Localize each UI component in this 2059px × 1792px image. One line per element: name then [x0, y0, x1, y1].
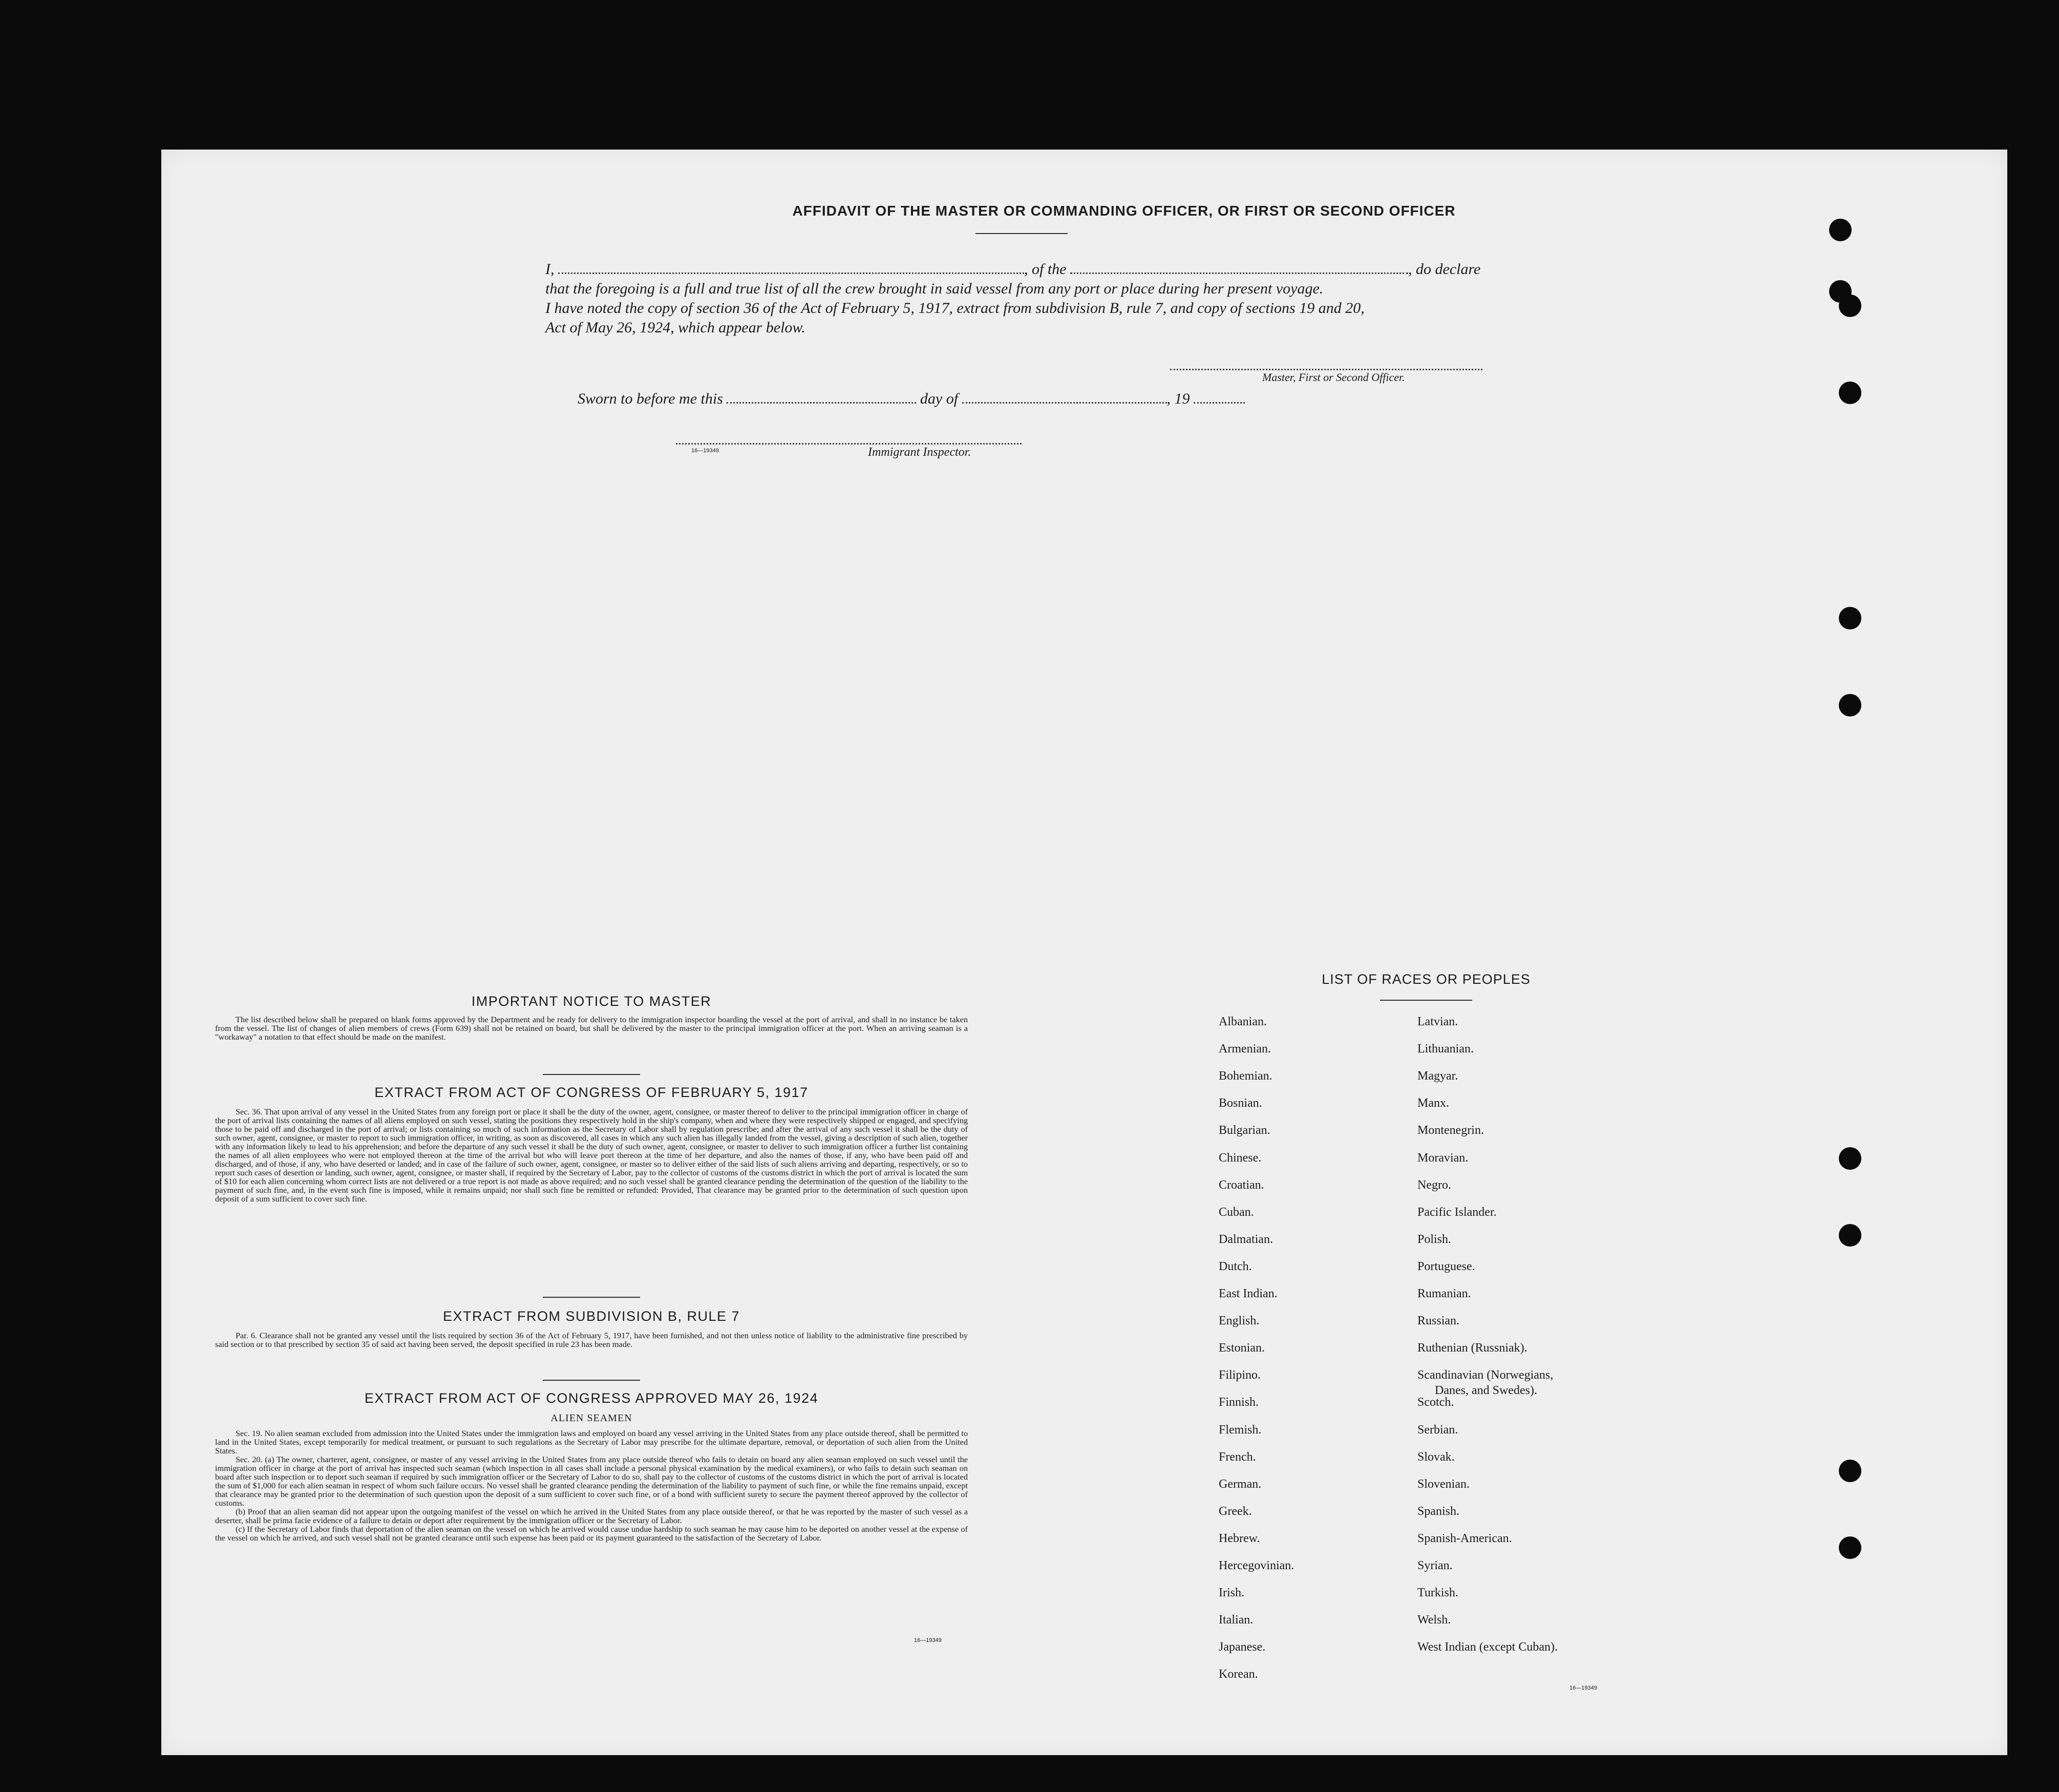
section-divider: [543, 1074, 640, 1075]
affidavit-line-2: that the foregoing is a full and true list of all the crew brought in said vessel from any port or place during her present voyage.: [545, 280, 1324, 297]
inspector-label: Immigrant Inspector.: [868, 446, 971, 459]
alien-seamen-subtitle: ALIEN SEAMEN: [550, 1412, 632, 1424]
race-item: French.: [1219, 1450, 1256, 1464]
race-item: Chinese.: [1219, 1151, 1262, 1165]
binder-hole: [1829, 219, 1852, 241]
race-item: Danes, and Swedes).: [1435, 1384, 1537, 1398]
race-item: Spanish.: [1417, 1504, 1460, 1518]
race-item: English.: [1219, 1314, 1260, 1328]
race-item: Bohemian.: [1219, 1069, 1272, 1083]
race-item: Russian.: [1417, 1314, 1460, 1328]
race-item: Japanese.: [1219, 1640, 1266, 1654]
binder-hole: [1839, 607, 1861, 629]
sworn-year-blank[interactable]: [1194, 402, 1245, 404]
race-item: Serbian.: [1417, 1423, 1458, 1437]
rule7-title: EXTRACT FROM SUBDIVISION B, RULE 7: [442, 1309, 740, 1324]
race-item: Magyar.: [1417, 1069, 1458, 1083]
affidavit-line-1: I, , of the , do declare: [545, 261, 1481, 278]
sworn-day-blank[interactable]: [727, 402, 916, 404]
title-divider: [975, 233, 1068, 234]
race-item: Ruthenian (Russniak).: [1417, 1341, 1527, 1355]
race-item: Croatian.: [1219, 1178, 1264, 1192]
race-item: Slovenian.: [1417, 1477, 1470, 1491]
race-item: Slovak.: [1417, 1450, 1455, 1464]
rule7-text: Par. 6. Clearance shall not be granted any vessel until the lists required by section 36 of the Act of February 5, 1917, have been furnished, and not then unless notice of liability to the administrative fine prescribed by said section or to that prescribed by section 35 of said act having been served, the deposit specified in rule 23 has been made.: [215, 1331, 968, 1349]
race-item: Hebrew.: [1219, 1531, 1260, 1545]
race-item: Hercegovinian.: [1219, 1559, 1294, 1572]
race-item: Cuban.: [1219, 1205, 1254, 1219]
binder-hole: [1839, 694, 1861, 716]
name-blank[interactable]: [558, 272, 1024, 274]
extract-1917-text: Sec. 36. That upon arrival of any vessel in the United States from any foreign port or place it shall be the duty of the owner, agent, consignee, or master thereof to deliver to the principal immigration officer in charge of the port of arrival lists containing the names of all aliens employed on such vessel, stating the positions they respectively hold in the ship's company, when and where they were respectively shipped or engaged, and specifying those to be paid off and discharged in the port of arrival; or lists containing so much of such information as the Secretary of Labor shall by regulation prescribe; and after the arrival of any such vessel it shall be the duty of such owner, agent, consignee, or master to report to such immigration officer, in writing, as soon as discovered, all cases in which any such alien has illegally landed from the vessel, giving a description of such alien, together with any information likely to lead to his apprehension; and before the departure of any such vessel it shall be the duty of such owner, agent, consignee, or master to deliver to such immigration officer a further list containing the names of all alien employees who were not employed thereon at the time of the arrival but who will leave port thereon at the time of her departure, and also the names of those, if any, who have been paid off and discharged, and of those, if any, who have deserted or landed; and in case of the failure of such owner, agent, consignee, or master so to deliver either of the said lists of such aliens arriving and departing, respectively, or so to report such cases of desertion or landing, such owner, agent, consignee, or master shall, if required by the Secretary of Labor, pay to the collector of customs of the customs district in which the port of arrival is located the sum of $10 for each alien concerning whom correct lists are not delivered or a true report is not made as above required; and no such vessel shall be granted clearance pending the determination of the question of the liability to the payment of such fine, and, in the event such fine is imposed, while it remains unpaid; nor shall such fine be remitted or refunded: Provided, That clearance may be granted prior to the determination of such question upon deposit of a sum sufficient to cover such fine.: [215, 1107, 968, 1204]
document-page: [161, 150, 2007, 1755]
race-item: Portuguese.: [1417, 1259, 1475, 1273]
race-item: Bosnian.: [1219, 1097, 1262, 1110]
race-item: Pacific Islander.: [1417, 1205, 1497, 1219]
vessel-blank[interactable]: [1070, 272, 1408, 274]
race-item: Greek.: [1219, 1504, 1252, 1518]
section-divider: [543, 1297, 640, 1298]
race-item: Finnish.: [1219, 1396, 1259, 1409]
races-form-number: 16—19349: [1569, 1685, 1597, 1691]
race-item: Montenegrin.: [1417, 1124, 1484, 1137]
section-divider: [543, 1380, 640, 1381]
notice-text: The list described below shall be prepared on blank forms approved by the Department and be ready for delivery to the immigration inspector boarding the vessel at the port of arrival, and shall in no instance be taken from the vessel. The list of changes of alien members of crews (Form 639) shall not be retained on board, but shall be delivered by the master to the principal immigration officer at the port. When an arriving seaman is a "workaway" a notation to that effect should be made on the manifest.: [215, 1015, 968, 1042]
binder-hole: [1839, 294, 1861, 317]
affidavit-line-3: I have noted the copy of section 36 of the Act of February 5, 1917, extract from subdivision B, rule 7, and copy of sections 19 and 20,: [545, 300, 1365, 317]
race-item: Estonian.: [1219, 1341, 1265, 1355]
race-item: Welsh.: [1417, 1613, 1451, 1627]
race-item: German.: [1219, 1477, 1262, 1491]
race-item: Albanian.: [1219, 1015, 1267, 1028]
affidavit-form-number: 16—19349: [691, 448, 719, 454]
race-item: East Indian.: [1219, 1287, 1278, 1300]
race-item: Italian.: [1219, 1613, 1254, 1627]
race-item: West Indian (except Cuban).: [1417, 1640, 1558, 1654]
race-item: Irish.: [1219, 1586, 1244, 1600]
race-item: Latvian.: [1417, 1015, 1458, 1028]
races-title: LIST OF RACES OR PEOPLES: [1322, 972, 1531, 987]
races-divider: [1380, 1000, 1472, 1001]
affidavit-title: AFFIDAVIT OF THE MASTER OR COMMANDING OFFICER, OR FIRST OR SECOND OFFICER: [792, 203, 1456, 219]
master-signature-label: Master, First or Second Officer.: [1262, 371, 1405, 384]
binder-hole: [1839, 1147, 1861, 1170]
binder-hole: [1839, 1536, 1861, 1559]
race-item: Filipino.: [1219, 1368, 1261, 1382]
binder-hole: [1839, 1224, 1861, 1247]
race-item: Lithuanian.: [1417, 1042, 1474, 1056]
race-item: Armenian.: [1219, 1042, 1271, 1056]
notice-title: IMPORTANT NOTICE TO MASTER: [471, 994, 712, 1009]
extract-1924-text: Sec. 19. No alien seaman excluded from admission into the United States under the immigration laws and employed on board any vessel arriving in the United States from any place outside thereof, shall be permitted to land in the United States, except temporarily for medical treatment, or pursuant to such regulations as the Secretary of Labor may prescribe for the ultimate departure, removal, or deportation of such alien from the United States. Sec. 20. (a) The owner, charterer, agent, consignee, or master of any vessel arriving in the United States from any place outside thereof who fails to detain on board any alien seaman employed on such vessel until the immigration officer in charge at the port of arrival has inspected such seaman (which inspection in all cases shall include a personal physical examination by the medical examiners), or who fails to detain such seaman on board after such inspection or to deport such seaman if required by such immigration officer or the Secretary of Labor to do so, shall pay to the collector of customs of the customs district in which the port of arrival is located the sum of $1,000 for each alien seaman in respect of whom such failure occurs. No vessel shall be granted clearance pending the determination of the liability to payment of such fine, or while the fine remains unpaid, except that clearance may be granted prior to the determination of such question upon the deposit of a sum sufficient to cover such fine, or of a bond with sufficient surety to secure the payment thereof approved by the collector of customs. (b) Proof that an alien seaman did not appear upon the outgoing manifest of the vessel on which he arrived in the United States from any place outside thereof, or that he was reported by the master of such vessel as a deserter, shall be prima facie evidence of a failure to detain or deport after requirement by the immigration officer or the Secretary of Labor. (c) If the Secretary of Labor finds that deportation of the alien seaman on the vessel on which he arrived would cause undue hardship to such seaman he may cause him to be deported on another vessel at the expense of the vessel on which he arrived, and such vessel shall not be granted clearance until such expense has been paid or its payment guaranteed to the satisfaction of the Secretary of Labor.: [215, 1428, 968, 1543]
race-item: Rumanian.: [1417, 1287, 1471, 1300]
race-item: Korean.: [1219, 1668, 1258, 1681]
extract-1917-title: EXTRACT FROM ACT OF CONGRESS OF FEBRUARY 5, 1917: [374, 1085, 809, 1100]
race-item: Polish.: [1417, 1232, 1452, 1246]
race-item: Scotch.: [1417, 1396, 1454, 1409]
race-item: Syrian.: [1417, 1559, 1453, 1572]
master-signature-line[interactable]: [1170, 369, 1482, 370]
race-item: Flemish.: [1219, 1423, 1262, 1437]
affidavit-line-4: Act of May 26, 1924, which appear below.: [545, 319, 805, 336]
race-item: Turkish.: [1417, 1586, 1458, 1600]
race-item: Negro.: [1417, 1178, 1451, 1192]
race-item: Scandinavian (Norwegians,: [1417, 1368, 1554, 1382]
race-item: Moravian.: [1417, 1151, 1469, 1165]
inspector-signature-line[interactable]: [676, 443, 1022, 445]
extract-1924-title: EXTRACT FROM ACT OF CONGRESS APPROVED MAY 26, 1924: [364, 1390, 819, 1406]
race-item: Spanish-American.: [1417, 1531, 1512, 1545]
race-item: Dalmatian.: [1219, 1232, 1273, 1246]
extract-form-number: 16—19349: [914, 1637, 942, 1643]
affidavit-text: [545, 260, 1508, 338]
race-item: Dutch.: [1219, 1259, 1252, 1273]
sworn-month-blank[interactable]: [962, 402, 1167, 404]
race-item: Bulgarian.: [1219, 1124, 1270, 1137]
binder-hole: [1839, 1460, 1861, 1482]
binder-hole: [1839, 382, 1861, 404]
sworn-line: Sworn to before me this day of , 19: [578, 390, 1245, 408]
race-item: Manx.: [1417, 1097, 1449, 1110]
